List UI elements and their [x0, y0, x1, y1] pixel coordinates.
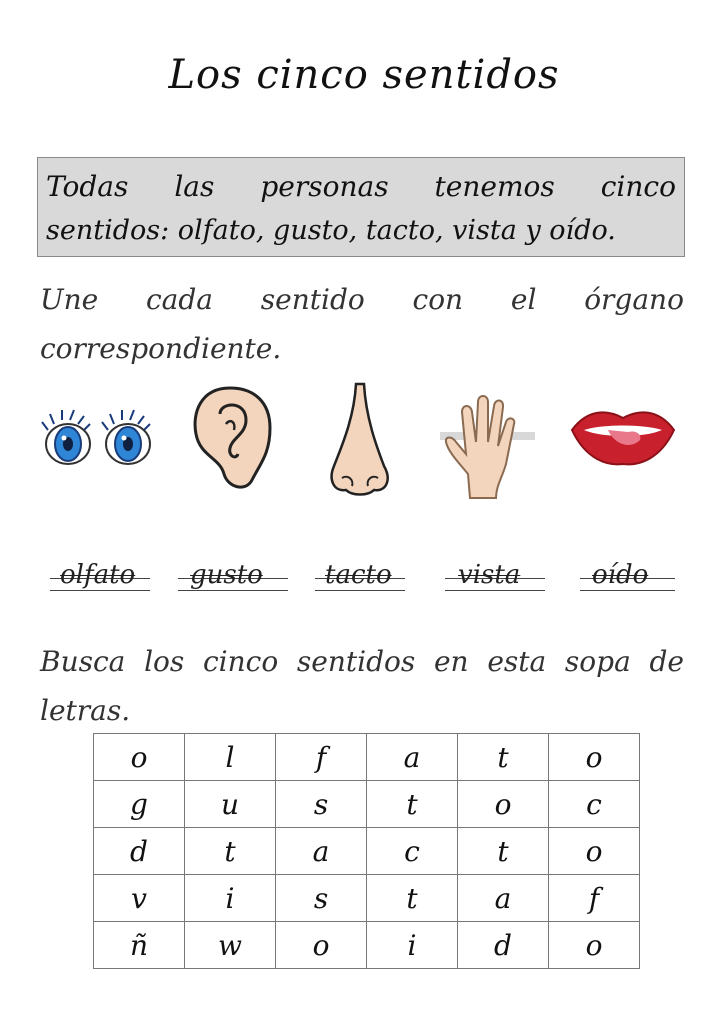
- grid-cell: g: [94, 781, 185, 828]
- sense-word: tacto: [325, 560, 392, 590]
- grid-cell: t: [185, 828, 276, 875]
- guide-line: [178, 590, 288, 591]
- intro-line-2: sentidos: olfato, gusto, tacto, vista y oído.: [46, 215, 616, 246]
- grid-row: [94, 828, 640, 875]
- grid-cell: a: [367, 734, 458, 781]
- intro-box: [37, 157, 685, 257]
- grid-cell: f: [549, 875, 640, 922]
- intro-word: personas: [260, 170, 389, 203]
- sense-word: gusto: [190, 560, 263, 590]
- instruction-word: sentidos: [296, 645, 416, 678]
- grid-cell: u: [185, 781, 276, 828]
- guide-line: [315, 590, 405, 591]
- instruction-word: con: [412, 283, 464, 316]
- instruction-word: Busca: [40, 645, 126, 678]
- instruction-1-line-2: correspondiente.: [40, 332, 282, 365]
- eyes-icon: [40, 400, 165, 474]
- grid-row: [94, 781, 640, 828]
- instruction-word: sentido: [260, 283, 365, 316]
- instruction-word: órgano: [584, 283, 684, 316]
- instruction-word: Une: [40, 283, 99, 316]
- grid-row: [94, 922, 640, 969]
- grid-cell: s: [276, 875, 367, 922]
- ear-icon: [190, 384, 275, 498]
- instruction-1-line-1: [40, 283, 684, 316]
- intro-word: cinco: [600, 170, 676, 203]
- sense-word: oído: [592, 560, 649, 590]
- grid-cell: i: [185, 875, 276, 922]
- grid-cell: t: [458, 734, 549, 781]
- intro-line-1: [46, 170, 676, 203]
- guide-line: [445, 590, 545, 591]
- word-search-grid: [93, 733, 640, 969]
- grid-cell: o: [549, 922, 640, 969]
- sense-word: vista: [458, 560, 521, 590]
- instruction-word: los: [144, 645, 185, 678]
- instruction-2-line-2: letras.: [40, 694, 131, 727]
- grid-cell: o: [94, 734, 185, 781]
- instruction-2-line-1: [40, 645, 684, 678]
- intro-word: tenemos: [434, 170, 555, 203]
- nose-icon: [320, 380, 400, 504]
- grid-cell: l: [185, 734, 276, 781]
- grid-row: [94, 734, 640, 781]
- instruction-word: cada: [145, 283, 213, 316]
- mouth-icon: [568, 400, 678, 474]
- instruction-word: el: [510, 283, 537, 316]
- grid-cell: t: [367, 875, 458, 922]
- grid-cell: o: [458, 781, 549, 828]
- instruction-word: cinco: [202, 645, 279, 678]
- instruction-word: en: [433, 645, 469, 678]
- intro-word: las: [174, 170, 215, 203]
- instruction-word: sopa: [564, 645, 631, 678]
- grid-cell: f: [276, 734, 367, 781]
- grid-cell: o: [276, 922, 367, 969]
- grid-cell: d: [458, 922, 549, 969]
- grid-cell: c: [549, 781, 640, 828]
- grid-cell: d: [94, 828, 185, 875]
- grid-cell: o: [549, 734, 640, 781]
- grid-cell: c: [367, 828, 458, 875]
- hand-icon: [440, 394, 535, 508]
- grid-cell: a: [458, 875, 549, 922]
- grid-cell: ñ: [94, 922, 185, 969]
- grid-cell: w: [185, 922, 276, 969]
- instruction-word: esta: [487, 645, 547, 678]
- guide-line: [50, 590, 150, 591]
- grid-cell: s: [276, 781, 367, 828]
- organs-row: [0, 380, 728, 510]
- sense-word: olfato: [60, 560, 136, 590]
- grid-cell: a: [276, 828, 367, 875]
- grid-cell: t: [367, 781, 458, 828]
- guide-line: [580, 590, 675, 591]
- intro-word: Todas: [46, 170, 129, 203]
- page-title: Los cinco sentidos: [168, 52, 560, 98]
- grid-cell: v: [94, 875, 185, 922]
- grid-cell: i: [367, 922, 458, 969]
- grid-cell: o: [549, 828, 640, 875]
- instruction-word: de: [649, 645, 684, 678]
- grid-cell: t: [458, 828, 549, 875]
- grid-row: [94, 875, 640, 922]
